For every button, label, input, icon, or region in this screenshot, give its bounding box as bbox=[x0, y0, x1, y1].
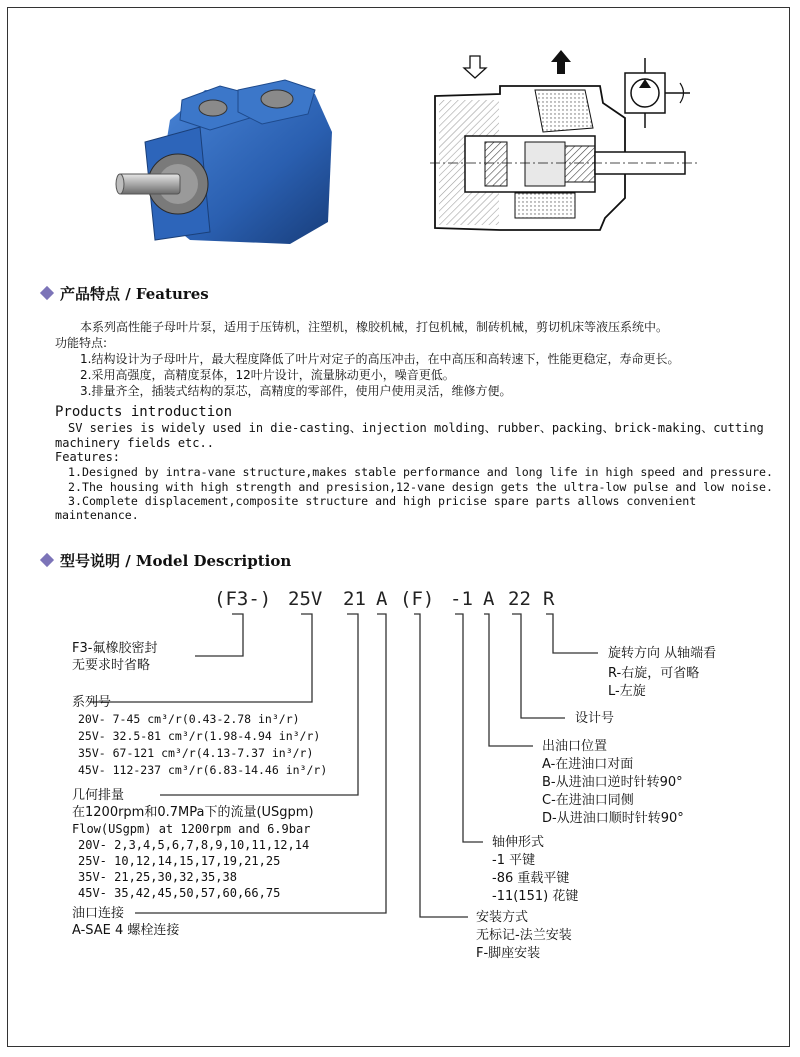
en-intro-1: SV series is widely used in die-casting、injection molding、rubber、packing、brick-making、cutting bbox=[68, 421, 764, 435]
rotation-title: 旋转方向 从轴端看 bbox=[608, 646, 717, 661]
seal-label-2: 无要求时省略 bbox=[72, 658, 151, 673]
en-point-2: 2.The housing with high strength and presision,12-vane design gets the ultra-low pulse and low noise. bbox=[68, 480, 773, 494]
en-intro-2: machinery fields etc.. bbox=[55, 436, 214, 450]
code-rotation: R bbox=[543, 588, 555, 610]
shaft-row: -86 重载平键 bbox=[492, 871, 570, 886]
seal-label-1: F3-氟橡胶密封 bbox=[72, 641, 158, 656]
code-design: 22 bbox=[508, 588, 531, 610]
en-point-1: 1.Designed by intra-vane structure,makes stable performance and long life in high speed and pressure. bbox=[68, 465, 773, 479]
series-row: 20V- 7-45 cm³/r(0.43-2.78 in³/r) bbox=[78, 712, 300, 726]
en-point-3-cont: maintenance. bbox=[55, 508, 139, 522]
rotation-r: R-右旋，可省略 bbox=[608, 666, 700, 681]
en-func-label: Features: bbox=[55, 450, 121, 464]
features-title: 产品特点 / Features bbox=[60, 285, 209, 303]
series-row: 45V- 112-237 cm³/r(6.83-14.46 in³/r) bbox=[78, 763, 328, 777]
flow-en: Flow(USgpm) at 1200rpm and 6.9bar bbox=[72, 822, 311, 836]
port-title: 油口连接 bbox=[72, 906, 125, 921]
outlet-row: A-在进油口对面 bbox=[542, 757, 634, 772]
flow-row: 20V- 2,3,4,5,6,7,8,9,10,11,12,14 bbox=[78, 838, 310, 852]
code-flow: 21 bbox=[343, 588, 366, 610]
flow-cn: 在1200rpm和0.7MPa下的流量(USgpm) bbox=[72, 805, 314, 820]
code-series: 25V bbox=[288, 588, 323, 610]
code-seal: (F3-) bbox=[214, 588, 272, 610]
code-shaft: -1 bbox=[450, 588, 473, 610]
flow-row: 45V- 35,42,45,50,57,60,66,75 bbox=[78, 886, 281, 900]
code-outlet: A bbox=[483, 588, 495, 610]
shaft-row: -11(151) 花键 bbox=[492, 889, 579, 904]
code-port: A bbox=[376, 588, 388, 610]
shaft-row: -1 平键 bbox=[492, 853, 536, 868]
outlet-row: B-从进油口逆时针转90° bbox=[542, 775, 683, 790]
flow-title: 几何排量 bbox=[72, 788, 125, 803]
cn-intro: 本系列高性能子母叶片泵，适用于压铸机，注塑机，橡胶机械，打包机械，制砖机械，剪切机床等液压系统中。 bbox=[80, 320, 669, 334]
mount-title: 安装方式 bbox=[476, 910, 529, 925]
flow-row: 25V- 10,12,14,15,17,19,21,25 bbox=[78, 854, 281, 868]
cn-point-2: 2.采用高强度，高精度泵体，12叶片设计，流量脉动更小，噪音更低。 bbox=[80, 368, 455, 382]
cn-point-3: 3.排量齐全，插装式结构的泵芯，高精度的零部件，使用户使用灵活，维修方便。 bbox=[80, 384, 512, 398]
outlet-row: C-在进油口同侧 bbox=[542, 793, 634, 808]
mount-row: F-脚座安装 bbox=[476, 946, 541, 961]
series-row: 35V- 67-121 cm³/r(4.13-7.37 in³/r) bbox=[78, 746, 314, 760]
flow-row: 35V- 21,25,30,32,35,38 bbox=[78, 870, 237, 884]
port-value: A-SAE 4 螺栓连接 bbox=[72, 923, 180, 938]
en-point-3: 3.Complete displacement,composite structure and high pricise spare parts allows convenient bbox=[68, 494, 697, 508]
outlet-row: D-从进油口顺时针转90° bbox=[542, 811, 684, 826]
series-row: 25V- 32.5-81 cm³/r(1.98-4.94 in³/r) bbox=[78, 729, 321, 743]
rotation-l: L-左旋 bbox=[608, 684, 646, 699]
cn-func-label: 功能特点: bbox=[55, 336, 108, 350]
model-title: 型号说明 / Model Description bbox=[60, 552, 292, 570]
en-title: Products introduction bbox=[55, 404, 233, 420]
mount-row: 无标记-法兰安装 bbox=[476, 928, 572, 943]
series-title: 系列号 bbox=[72, 695, 112, 710]
code-mount: (F) bbox=[400, 588, 435, 610]
shaft-title: 轴伸形式 bbox=[492, 835, 545, 850]
design-label: 设计号 bbox=[575, 711, 615, 726]
cn-point-1: 1.结构设计为子母叶片，最大程度降低了叶片对定子的高压冲击，在中高压和高转速下，性能更稳定，寿命更长。 bbox=[80, 352, 680, 366]
outlet-title: 出油口位置 bbox=[542, 739, 608, 754]
